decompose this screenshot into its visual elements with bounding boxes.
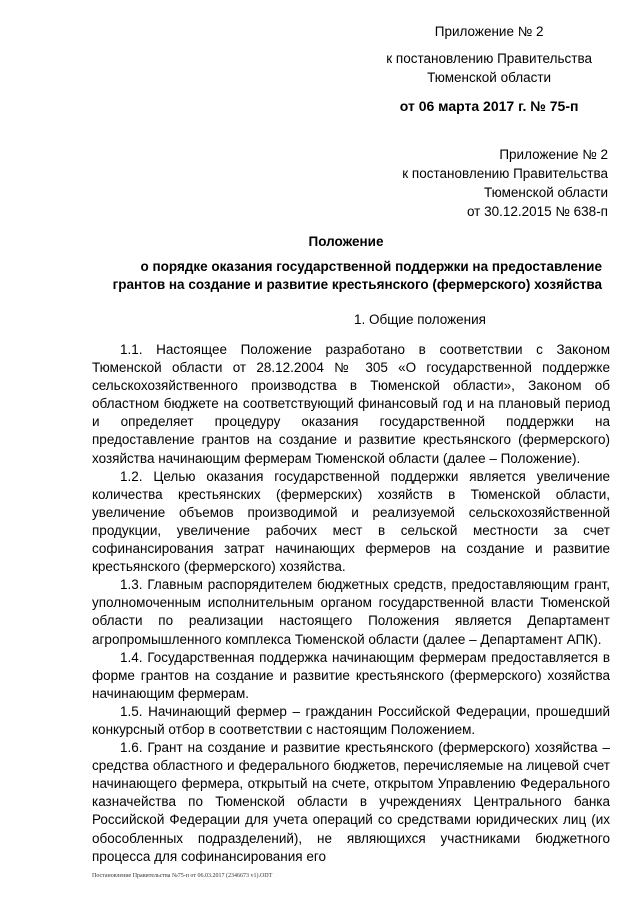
title-line-1: Положение [308, 234, 384, 249]
document-body [92, 341, 610, 866]
orig-region: Тюменской области [484, 185, 608, 200]
title-line-3: грантов на создание и развитие крестьянского (фермерского) хозяйства [112, 277, 602, 292]
paragraph-1-1: 1.1. Настоящее Положение разработано в соответствии с Законом Тюменской области от 28.12.2004 № 305 «О государственной поддержке сельскохозяйственного производства в Тюменской области», Законом об областном бюджете на соответствующий финансовый год и на плановый период и определяет процедуру оказания государственной поддержки на предоставление грантов на создание и развитие крестьянского (фермерского) хозяйства начинающим фермерам Тюменской области (далее – Положение). [92, 342, 610, 466]
amend-region: Тюменской области [427, 70, 552, 85]
paragraph-1-4: 1.4. Государственная поддержка начинающим фермерам предоставляется в форме грантов на создание и развитие крестьянского (фермерского) хозяйства начинающим фермерам. [92, 649, 610, 701]
title-line-2: о порядке оказания государственной поддержки на предоставление [140, 259, 602, 274]
paragraph-1-3: 1.3. Главным распорядителем бюджетных средств, предоставляющим грант, уполномоченным исполнительным органом государственной власти Тюменской области по реализации настоящего Положения является Департамент агропромышленного комплекса Тюменской области (далее – Департамент АПК). [92, 577, 610, 647]
amend-date-number: от 06 марта 2017 г. № 75-п [399, 98, 579, 114]
document-title [90, 233, 602, 294]
file-footer: Постановление Правительства №75-п от 06.03.2017 (2346673 v1).ODT [92, 873, 273, 879]
paragraph-1-6: 1.6. Грант на создание и развитие крестьянского (фермерского) хозяйства – средства областного и федерального бюджетов, перечисляемые на лицевой счет начинающего фермера, открытый на счете, открытом Управлению Федерального казначейства по Тюменской области в учреждениях Центрального банка Российской Федерации для учета операций со средствами юридических лиц (их обособленных подразделений), не являющихся участниками бюджетного процесса для софинансирования его [92, 740, 610, 864]
orig-annex-number: Приложение № 2 [499, 147, 608, 162]
amendment-header [386, 22, 592, 116]
section-heading: 1. Общие положения [354, 312, 486, 327]
paragraph-1-5: 1.5. Начинающий фермер – гражданин Российской Федерации, прошедший конкурсный отбор в соответствии с настоящим Положением. [92, 703, 610, 737]
orig-date-number: от 30.12.2015 № 638-п [466, 204, 608, 219]
original-header [402, 145, 608, 221]
paragraph-1-2: 1.2. Целью оказания государственной поддержки является увеличение количества крестьянских (фермерских) хозяйств в Тюменской области, увеличение объемов производимой и реализуемой сельскохозяйственной продукции, увеличение рабочих мест в сельской местности за счет софинансирования затрат начинающих фермеров на создание и развитие крестьянского (фермерского) хозяйства. [92, 468, 610, 575]
orig-resolution-ref: к постановлению Правительства [402, 166, 608, 181]
amend-resolution-ref: к постановлению Правительства [386, 51, 592, 66]
amend-annex-number: Приложение № 2 [434, 24, 544, 39]
